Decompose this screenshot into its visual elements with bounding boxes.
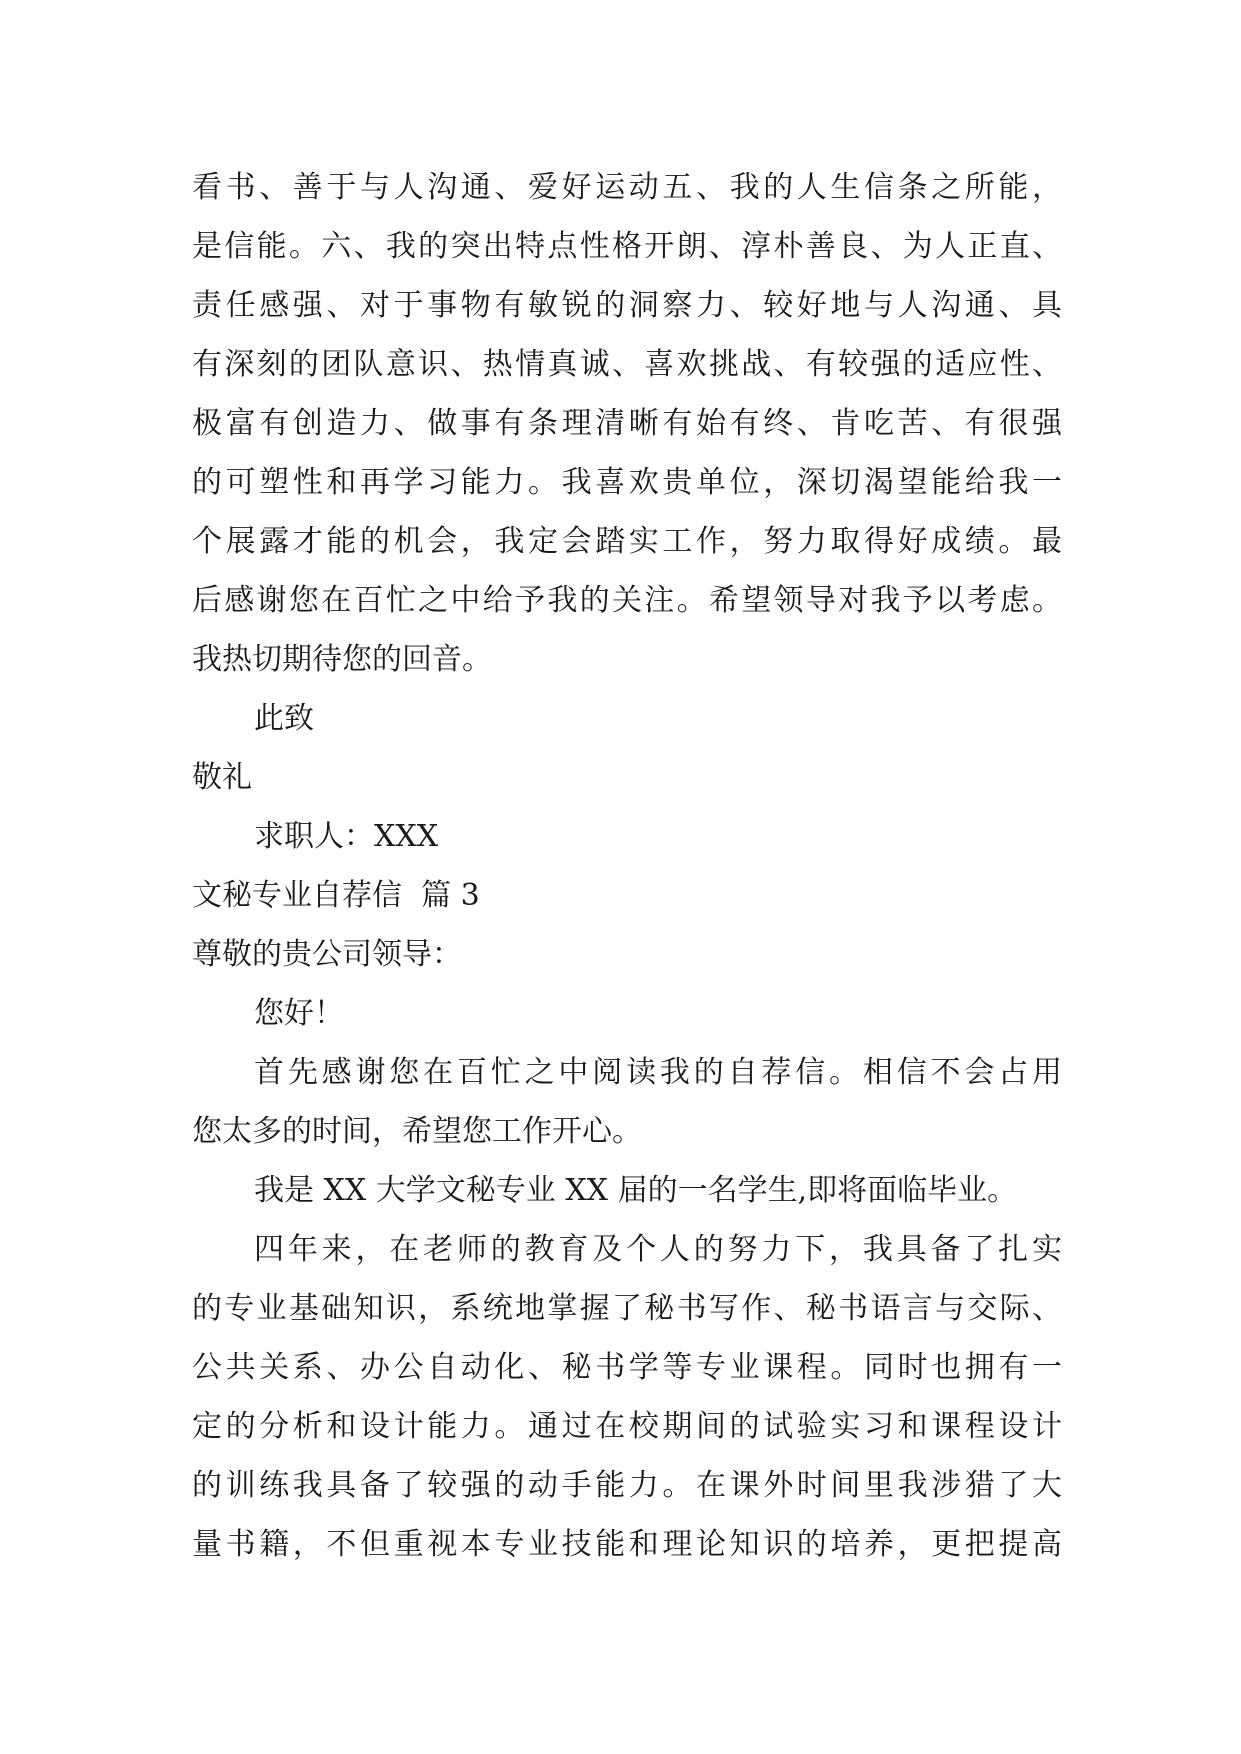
section-title: 文秘专业自荐信 篇 3 <box>192 878 480 913</box>
text-line: 极富有创造力、做事有条理清晰有始有终、肯吃苦、有很强 <box>192 406 1062 441</box>
text-line: 您太多的时间，希望您工作开心。 <box>192 1114 642 1149</box>
text-line: 的专业基础知识，系统地掌握了秘书写作、秘书语言与交际、 <box>192 1291 1062 1326</box>
greeting: 您好！ <box>254 996 344 1031</box>
salutation: 尊敬的贵公司领导： <box>192 937 462 972</box>
text-line: 是信能。六、我的突出特点性格开朗、淳朴善良、为人正直、 <box>192 229 1062 264</box>
text-line: 首先感谢您在百忙之中阅读我的自荐信。相信不会占用 <box>254 1055 1062 1090</box>
text-line: 看书、善于与人沟通、爱好运动五、我的人生信条之所能， <box>192 170 1062 205</box>
intro-paragraph <box>192 1043 1062 1161</box>
text-line: 量书籍，不但重视本专业技能和理论知识的培养，更把提高 <box>192 1527 1062 1562</box>
text-line: 的训练我具备了较强的动手能力。在课外时间里我涉猎了大 <box>192 1468 1062 1503</box>
text-line: 有深刻的团队意识、热情真诚、喜欢挑战、有较强的适应性、 <box>192 347 1062 382</box>
closing-jingli: 敬礼 <box>192 760 252 795</box>
text-line: 责任感强、对于事物有敏锐的洞察力、较好地与人沟通、具 <box>192 288 1062 323</box>
text-line: 后感谢您在百忙之中给予我的关注。希望领导对我予以考虑。 <box>192 583 1062 618</box>
text-line: 四年来，在老师的教育及个人的努力下，我具备了扎实 <box>254 1232 1062 1267</box>
document-body <box>192 158 1062 1574</box>
continuation-paragraph <box>192 158 1062 689</box>
study-paragraph <box>192 1220 1062 1574</box>
text-line: 个展露才能的机会，我定会踏实工作，努力取得好成绩。最 <box>192 524 1062 559</box>
text-line: 定的分析和设计能力。通过在校期间的试验实习和课程设计 <box>192 1409 1062 1444</box>
student-paragraph: 我是 XX 大学文秘专业 XX 届的一名学生,即将面临毕业。 <box>254 1173 1018 1208</box>
text-line: 的可塑性和再学习能力。我喜欢贵单位，深切渴望能给我一 <box>192 465 1062 500</box>
closing-cizhi: 此致 <box>254 701 314 736</box>
signature: 求职人：XXX <box>254 819 439 854</box>
text-line: 我热切期待您的回音。 <box>192 642 492 677</box>
text-line: 公共关系、办公自动化、秘书学等专业课程。同时也拥有一 <box>192 1350 1062 1385</box>
